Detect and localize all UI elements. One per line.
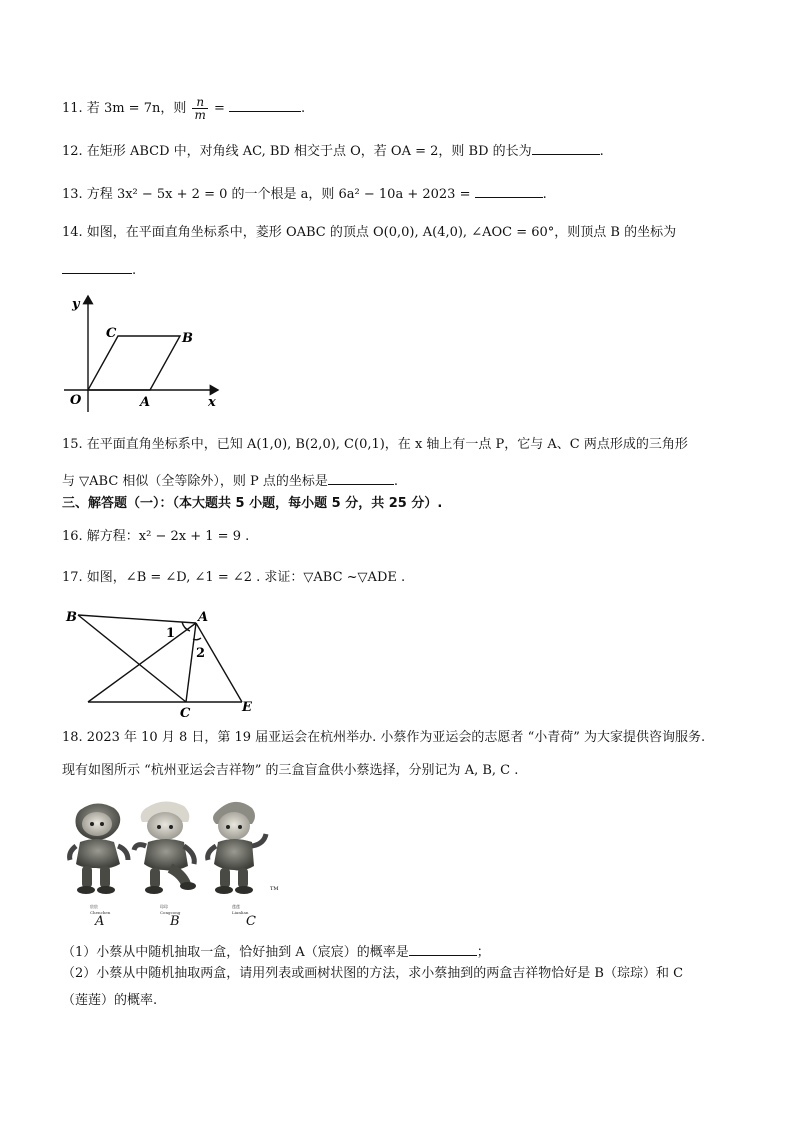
question-18-line-2: 现有如图所示 “杭州亚运会吉祥物” 的三盒盲盒供小蔡选择，分别记为 A, B, C . — [62, 763, 519, 778]
question-16: 16. 解方程：x² − 2x + 1 = 9 . — [62, 529, 250, 544]
mascot-c-caption: C — [246, 914, 256, 929]
q11-end: . — [301, 101, 306, 116]
q11-fraction — [192, 96, 207, 121]
y-label: y — [72, 297, 80, 312]
q18-1-end: ； — [476, 945, 490, 960]
q15-answer-blank[interactable] — [328, 470, 394, 485]
mascot-a-caption: A — [95, 914, 105, 929]
q12-end: . — [599, 144, 604, 159]
point-c-label: C — [180, 706, 191, 720]
question-12 — [62, 140, 604, 161]
mascot-a-plate: 宸宸 Chenchen — [90, 904, 111, 915]
segment-ac — [186, 623, 196, 702]
question-18-line-1: 18. 2023 年 10 月 8 日，第 19 届亚运会在杭州举办. 小蔡作为亚运会的志愿者 “小青荷” 为大家提供咨询服务. — [62, 730, 706, 745]
question-11 — [62, 96, 305, 121]
x-label: x — [208, 395, 216, 410]
angle-1-arc — [182, 622, 190, 631]
mascot-b-plate: 琮琮 Congcong — [160, 904, 181, 915]
segment-ae — [196, 623, 242, 702]
point-b-label: B — [182, 331, 193, 346]
question-15-line-1 — [62, 436, 688, 454]
point-e-label: E — [242, 700, 252, 715]
question-13 — [62, 183, 547, 204]
point-o-label: O — [70, 393, 82, 408]
q15-line1: 15. 在平面直角坐标系中，已知 A(1,0), B(2,0), C(0,1)，在 x 轴上有一点 P，它与 A、C 两点形成的三角形 — [62, 437, 688, 452]
question-17: 17. 如图，∠B = ∠D, ∠1 = ∠2 . 求证：▽ABC ~▽ADE . — [62, 570, 406, 585]
q11-equals: = — [209, 101, 230, 116]
q11-numerator: n — [192, 96, 207, 109]
rhombus-figure — [60, 290, 230, 415]
q11-prefix: 11. 若 3m = 7n，则 — [62, 101, 191, 116]
q18-1-answer-blank[interactable] — [409, 941, 477, 956]
point-b-label: B — [66, 610, 77, 625]
segment-ba — [78, 615, 196, 623]
point-a-label: A — [198, 610, 209, 625]
q12-answer-blank[interactable] — [532, 140, 600, 155]
mascot-c-figure — [208, 802, 266, 894]
q11-answer-blank[interactable] — [229, 97, 301, 112]
angle-1-label: 1 — [166, 626, 176, 641]
q14-end: . — [132, 263, 137, 278]
question-14-answer-line — [62, 259, 136, 280]
q14-answer-blank[interactable] — [62, 259, 132, 274]
q14-text: 14. 如图，在平面直角坐标系中，菱形 OABC 的顶点 O(0,0), A(4,0), ∠AOC = 60°，则顶点 B 的坐标为 — [62, 225, 677, 240]
segment-da — [88, 623, 196, 702]
q15-line2: 与 ▽ABC 相似（全等除外），则 P 点的坐标是 — [62, 474, 328, 489]
q12-text: 12. 在矩形 ABCD 中，对角线 AC, BD 相交于点 O，若 OA = 2，则 BD 的长为 — [62, 144, 532, 159]
angle-2-label: 2 — [196, 646, 206, 661]
q11-denominator: m — [194, 108, 206, 122]
q18-1-text: （1）小蔡从中随机抽取一盒，恰好抽到 A（宸宸）的概率是 — [62, 945, 409, 960]
q15-end: . — [393, 474, 399, 489]
point-c-label: C — [106, 326, 117, 341]
section-3-heading: 三、解答题（一）：（本大题共 5 小题，每小题 5 分，共 25 分）. — [62, 496, 443, 511]
rhombus-oabc — [88, 336, 180, 390]
question-18-part-2-line-2: （莲莲）的概率. — [62, 993, 158, 1008]
mascot-b-figure — [134, 801, 196, 894]
question-18-part-2-line-1: （2）小蔡从中随机抽取两盒，请用列表或画树状图的方法，求小蔡抽到的两盒吉祥物恰好是 B（琮琮）和 C — [62, 966, 684, 981]
triangle-figure — [62, 605, 262, 720]
mascot-b-caption: B — [170, 914, 180, 929]
q13-text: 13. 方程 3x² − 5x + 2 = 0 的一个根是 a，则 6a² − 10a + 2023 = — [62, 187, 475, 202]
mascot-c-plate: 莲莲 Lianlian — [232, 904, 249, 915]
q13-answer-blank[interactable] — [475, 183, 543, 198]
trademark-mark: TM — [270, 886, 279, 892]
mascots-image — [66, 794, 286, 912]
mascot-a-figure — [70, 803, 128, 894]
q13-end: . — [542, 187, 547, 202]
question-18-part-1 — [62, 941, 490, 962]
point-a-label: A — [140, 395, 151, 410]
question-15-line-2 — [62, 470, 398, 491]
question-14 — [62, 224, 676, 242]
